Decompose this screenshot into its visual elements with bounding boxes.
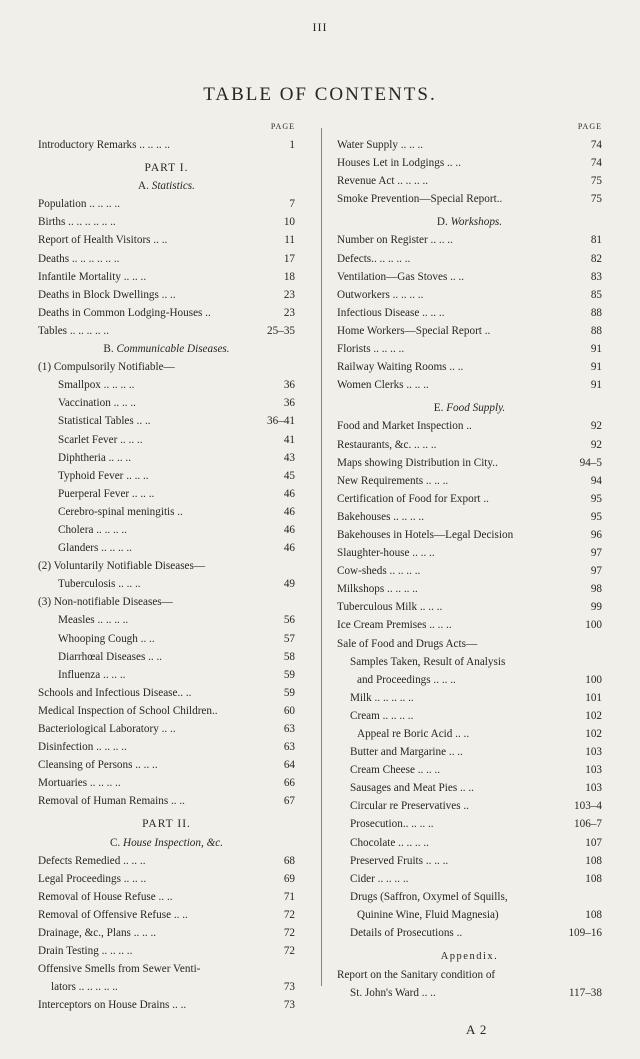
entry-page: 60 — [283, 704, 295, 717]
entry-page: 97 — [590, 565, 602, 578]
toc-entry — [38, 539, 295, 557]
toc-line: Drugs (Saffron, Oxymel of Squills, — [350, 890, 508, 903]
entry-title: New Requirements .. .. .. — [337, 474, 449, 487]
entry-title: Cleansing of Persons .. .. .. — [38, 759, 158, 772]
entry-title: Sausages and Meat Pies .. .. — [350, 782, 474, 795]
entry-page: 23 — [283, 288, 295, 301]
entry-page: 83 — [590, 270, 602, 283]
entry-title: Appeal re Boric Acid .. .. — [357, 728, 470, 740]
toc-entry — [337, 815, 602, 833]
entry-title: Removal of Human Remains .. .. — [38, 795, 185, 808]
entry-page: 63 — [283, 723, 295, 735]
entry-title: lators .. .. .. .. .. — [51, 981, 118, 994]
section-heading: PART I. — [144, 162, 189, 175]
toc-entry — [38, 996, 295, 1014]
entry-page: 95 — [590, 492, 602, 505]
entry-page: 45 — [283, 469, 295, 482]
entry-title: Defects Remedied .. .. .. — [38, 854, 146, 867]
toc-line: (1) Compulsorily Notifiable— — [38, 361, 175, 374]
entry-page: 59 — [283, 668, 295, 681]
entry-page: 10 — [283, 216, 295, 229]
section-heading: C. House Inspection, &c. — [109, 836, 224, 849]
entry-page: 88 — [590, 306, 602, 319]
entry-page: 63 — [283, 741, 295, 754]
entry-title: Revenue Act .. .. .. .. — [337, 175, 429, 188]
entry-title: Defects.. .. .. .. .. — [337, 252, 411, 265]
entry-title: Bacteriological Laboratory .. .. — [38, 723, 176, 735]
entry-title: Puerperal Fever .. .. .. — [58, 487, 155, 500]
toc-entry — [337, 689, 602, 707]
entry-title: Preserved Fruits .. .. .. — [350, 854, 449, 867]
entry-page: 103–4 — [574, 800, 602, 813]
toc-entry — [38, 412, 295, 430]
toc-entry — [38, 852, 295, 870]
signature-mark: A 2 — [466, 1022, 488, 1037]
entry-page: 49 — [283, 578, 295, 591]
entry-title: Deaths in Common Lodging-Houses .. — [38, 306, 211, 319]
entry-page: 106–7 — [574, 818, 602, 831]
entry-title: Diphtheria .. .. .. — [58, 451, 132, 464]
entry-title: Deaths .. .. .. .. .. .. — [38, 252, 120, 265]
entry-page: 99 — [590, 601, 602, 614]
entry-title: Number on Register .. .. .. — [337, 234, 453, 247]
toc-entry — [38, 431, 295, 449]
entry-page: 11 — [284, 234, 295, 247]
toc-entry — [38, 906, 295, 924]
section-heading: D. Workshops. — [436, 216, 503, 229]
entry-title: Removal of Offensive Refuse .. .. — [38, 908, 188, 921]
toc-entry — [38, 720, 295, 738]
toc-entry — [337, 304, 602, 322]
entry-title: Ventilation—Gas Stoves .. .. — [337, 270, 465, 283]
entry-page: 69 — [283, 872, 295, 885]
toc-entry — [337, 725, 602, 743]
entry-page: 18 — [283, 270, 295, 283]
section-heading: PART II. — [142, 818, 191, 831]
column-divider — [321, 128, 322, 986]
entry-title: Cow-sheds .. .. .. .. — [337, 565, 421, 578]
entry-title: Statistical Tables .. .. — [58, 415, 151, 428]
entry-title: Bakehouses in Hotels—Legal Decision — [337, 528, 514, 541]
entry-title: Whooping Cough .. .. — [58, 632, 155, 645]
entry-title: Mortuaries .. .. .. .. — [38, 777, 121, 790]
entry-page: 88 — [590, 324, 602, 337]
toc-entry — [38, 467, 295, 485]
toc-entry — [337, 136, 602, 154]
entry-page: 46 — [283, 523, 295, 536]
toc-line: Samples Taken, Result of Analysis — [350, 655, 506, 668]
entry-title: Diarrhœal Diseases .. .. — [58, 650, 163, 663]
entry-page: 108 — [585, 872, 602, 885]
entry-page: 68 — [283, 854, 295, 867]
entry-title: Outworkers .. .. .. .. — [337, 288, 424, 301]
section-heading: Appendix. — [440, 951, 499, 963]
entry-page: 108 — [585, 854, 602, 867]
toc-entry — [337, 761, 602, 779]
entry-title: Home Workers—Special Report .. — [337, 324, 491, 337]
toc-entry — [337, 508, 602, 526]
entry-title: Typhoid Fever .. .. .. — [58, 469, 149, 482]
toc-entry — [337, 870, 602, 888]
entry-title: Schools and Infectious Disease.. .. — [38, 686, 192, 699]
entry-page: 109–16 — [568, 927, 602, 940]
toc-entry — [38, 304, 295, 322]
entry-title: St. John's Ward .. .. — [350, 987, 436, 1000]
entry-title: Cider .. .. .. .. — [350, 872, 409, 885]
entry-page: 91 — [590, 379, 602, 392]
entry-page: 58 — [283, 650, 295, 663]
entry-title: Drain Testing .. .. .. .. — [38, 945, 133, 958]
toc-entry — [337, 580, 602, 598]
entry-page: 85 — [590, 288, 602, 301]
entry-title: Chocolate .. .. .. .. — [350, 836, 429, 849]
entry-title: Cholera .. .. .. .. — [58, 523, 127, 536]
entry-page: 73 — [283, 981, 295, 994]
entry-title: Milkshops .. .. .. .. — [337, 583, 418, 596]
toc-entry — [38, 136, 295, 154]
toc-entry — [337, 526, 602, 544]
entry-page: 100 — [585, 673, 602, 686]
toc-entry — [38, 485, 295, 503]
toc-entry — [38, 924, 295, 942]
toc-entry — [337, 671, 602, 689]
entry-page: 94–5 — [579, 456, 602, 469]
entry-page: 36–41 — [267, 415, 295, 428]
toc-entry — [38, 213, 295, 231]
entry-title: Prosecution.. .. .. .. — [350, 818, 434, 831]
entry-title: Butter and Margarine .. .. — [350, 746, 463, 759]
entry-title: Tuberculosis .. .. .. — [58, 578, 141, 591]
toc-entry — [337, 250, 602, 268]
entry-title: Food and Market Inspection .. — [337, 420, 472, 433]
entry-title: Bakehouses .. .. .. .. — [337, 510, 425, 523]
entry-page: 107 — [585, 836, 602, 849]
entry-title: Milk .. .. .. .. .. — [350, 691, 414, 704]
folio-number: III — [312, 20, 328, 34]
toc-entry — [337, 190, 602, 208]
toc-entry — [337, 707, 602, 725]
entry-page: 36 — [283, 397, 295, 410]
toc-entry — [38, 521, 295, 539]
toc-entry — [38, 286, 295, 304]
toc-entry — [337, 797, 602, 815]
entry-title: Quinine Wine, Fluid Magnesia) — [357, 908, 499, 921]
toc-line: (2) Voluntarily Notifiable Diseases— — [38, 560, 206, 573]
section-heading: A. Statistics. — [138, 180, 195, 193]
entry-page: 81 — [590, 234, 602, 247]
entry-title: Introductory Remarks .. .. .. .. — [38, 139, 171, 151]
entry-page: 101 — [585, 691, 602, 704]
entry-page: 103 — [585, 782, 602, 795]
entry-title: Houses Let in Lodgings .. .. — [337, 157, 461, 170]
toc-line: (3) Non-notifiable Diseases— — [38, 596, 173, 609]
entry-title: Births .. .. .. .. .. .. — [38, 216, 116, 229]
toc-entry — [337, 544, 602, 562]
entry-title: Population .. .. .. .. — [38, 198, 121, 211]
entry-title: Measles .. .. .. .. — [58, 614, 129, 627]
entry-title: Maps showing Distribution in City.. — [337, 456, 498, 469]
entry-title: Interceptors on House Drains .. .. — [38, 999, 187, 1012]
toc-entry — [38, 978, 295, 996]
entry-page: 74 — [590, 139, 602, 151]
entry-page: 46 — [283, 542, 295, 555]
entry-title: Infantile Mortality .. .. .. — [38, 270, 147, 283]
toc-line: Offensive Smells from Sewer Venti- — [38, 963, 201, 976]
entry-page: 72 — [283, 927, 295, 940]
entry-page: 117–38 — [568, 987, 602, 1000]
entry-page: 108 — [585, 908, 602, 921]
entry-title: Water Supply .. .. .. — [337, 139, 424, 151]
toc-entry — [38, 231, 295, 249]
toc-entry — [38, 575, 295, 593]
entry-page: 1 — [289, 139, 295, 151]
entry-title: Influenza .. .. .. — [58, 668, 126, 681]
page-title: TABLE OF CONTENTS. — [203, 84, 437, 105]
entry-title: Restaurants, &c. .. .. .. — [337, 438, 437, 451]
entry-page: 41 — [283, 433, 295, 446]
entry-title: Railway Waiting Rooms .. .. — [337, 361, 464, 374]
toc-entry — [337, 852, 602, 870]
entry-title: Report of Health Visitors .. .. — [38, 234, 168, 247]
entry-title: Deaths in Block Dwellings .. .. — [38, 288, 176, 301]
toc-entry — [38, 756, 295, 774]
toc-entry — [337, 172, 602, 190]
entry-page: 73 — [283, 999, 295, 1012]
toc-entry — [38, 792, 295, 810]
entry-page: 59 — [283, 686, 295, 699]
entry-page: 72 — [283, 908, 295, 921]
toc-entry — [38, 870, 295, 888]
entry-title: Vaccination .. .. .. — [58, 397, 136, 410]
entry-page: 17 — [283, 252, 295, 265]
entry-title: Legal Proceedings .. .. .. — [38, 872, 147, 885]
toc-entry — [337, 322, 602, 340]
toc-entry — [38, 774, 295, 792]
toc-entry — [38, 195, 295, 213]
section-heading: B. Communicable Diseases. — [103, 343, 230, 356]
entry-page: 56 — [283, 614, 295, 627]
entry-page: 100 — [585, 619, 602, 632]
entry-title: Drainage, &c., Plans .. .. .. — [38, 927, 157, 940]
entry-page: 102 — [585, 728, 602, 740]
entry-title: Certification of Food for Export .. — [337, 492, 489, 505]
entry-page: 91 — [590, 343, 602, 356]
toc-entry — [337, 436, 602, 454]
entry-title: Smoke Prevention—Special Report.. — [337, 193, 503, 206]
toc-entry — [337, 743, 602, 761]
contents-column-left — [38, 118, 295, 1015]
entry-title: Cerebro-spinal meningitis .. — [58, 505, 183, 518]
entry-page: 97 — [590, 547, 602, 560]
toc-entry — [38, 702, 295, 720]
entry-page: 82 — [590, 252, 602, 265]
entry-page: 92 — [590, 438, 602, 451]
entry-page: 66 — [283, 777, 295, 790]
entry-page: 75 — [590, 193, 602, 206]
entry-title: Tables .. .. .. .. .. — [38, 324, 109, 337]
toc-entry — [337, 984, 602, 1002]
toc-entry — [337, 154, 602, 172]
toc-entry — [38, 666, 295, 684]
entry-title: Disinfection .. .. .. .. — [38, 741, 127, 754]
entry-page: 94 — [590, 474, 602, 487]
toc-entry — [337, 358, 602, 376]
entry-title: Florists .. .. .. .. — [337, 343, 405, 356]
entry-page: 103 — [585, 746, 602, 759]
entry-title: Scarlet Fever .. .. .. — [58, 433, 143, 446]
toc-entry — [337, 376, 602, 394]
entry-title: Tuberculous Milk .. .. .. — [337, 601, 443, 614]
section-heading: E. Food Supply. — [433, 402, 506, 415]
entry-title: Removal of House Refuse .. .. — [38, 890, 173, 903]
entry-page: 91 — [590, 361, 602, 374]
entry-page: 46 — [283, 487, 295, 500]
entry-page: 46 — [283, 505, 295, 518]
page-header-right: PAGE — [577, 122, 602, 131]
entry-title: Circular re Preservatives .. — [350, 800, 469, 813]
entry-title: Slaughter-house .. .. .. — [337, 547, 435, 560]
entry-title: and Proceedings .. .. .. — [357, 673, 456, 686]
toc-entry — [38, 449, 295, 467]
toc-entry — [38, 322, 295, 340]
entry-page: 25–35 — [267, 324, 295, 337]
toc-entry — [38, 394, 295, 412]
toc-entry — [38, 268, 295, 286]
entry-page: 36 — [283, 379, 295, 392]
toc-entry — [38, 376, 295, 394]
entry-page: 57 — [283, 632, 295, 645]
entry-page: 67 — [283, 795, 295, 808]
toc-entry — [337, 472, 602, 490]
toc-entry — [337, 340, 602, 358]
entry-page: 72 — [283, 945, 295, 958]
toc-entry — [337, 562, 602, 580]
entry-title: Glanders .. .. .. .. — [58, 542, 132, 555]
toc-line: Sale of Food and Drugs Acts— — [337, 637, 478, 650]
toc-entry — [337, 490, 602, 508]
entry-title: Cream .. .. .. .. — [350, 709, 414, 722]
toc-entry — [337, 906, 602, 924]
entry-title: Infectious Disease .. .. .. — [337, 306, 445, 319]
toc-entry — [38, 611, 295, 629]
entry-title: Ice Cream Premises .. .. .. — [337, 619, 452, 632]
entry-title: Cream Cheese .. .. .. — [350, 764, 441, 777]
toc-entry — [38, 503, 295, 521]
page-header-left: PAGE — [270, 122, 295, 131]
entry-page: 23 — [283, 306, 295, 319]
toc-entry — [38, 942, 295, 960]
toc-line: Report on the Sanitary condition of — [337, 969, 496, 982]
toc-entry — [337, 616, 602, 634]
toc-entry — [337, 598, 602, 616]
toc-entry — [337, 417, 602, 435]
toc-entry — [337, 286, 602, 304]
toc-entry — [337, 231, 602, 249]
entry-page: 64 — [283, 759, 295, 772]
toc-entry — [38, 684, 295, 702]
entry-page: 43 — [283, 451, 295, 464]
entry-page: 95 — [590, 510, 602, 523]
toc-entry — [337, 268, 602, 286]
toc-entry — [337, 924, 602, 942]
entry-title: Smallpox .. .. .. .. — [58, 379, 135, 392]
entry-title: Women Clerks .. .. .. — [337, 379, 429, 392]
entry-page: 98 — [590, 583, 602, 596]
toc-entry — [337, 834, 602, 852]
entry-page: 74 — [590, 157, 602, 170]
entry-title: Medical Inspection of School Children.. — [38, 704, 218, 717]
contents-column-right — [337, 118, 602, 1002]
toc-entry — [38, 648, 295, 666]
toc-entry — [38, 738, 295, 756]
toc-entry — [38, 888, 295, 906]
entry-page: 102 — [585, 709, 602, 722]
toc-entry — [38, 250, 295, 268]
entry-page: 92 — [590, 420, 602, 433]
entry-page: 103 — [585, 764, 602, 777]
toc-entry — [337, 779, 602, 797]
entry-page: 75 — [590, 175, 602, 188]
entry-page: 7 — [289, 198, 295, 211]
toc-entry — [337, 454, 602, 472]
entry-page: 71 — [283, 890, 295, 903]
toc-entry — [38, 630, 295, 648]
entry-page: 96 — [590, 528, 602, 541]
entry-title: Details of Prosecutions .. — [350, 927, 463, 940]
